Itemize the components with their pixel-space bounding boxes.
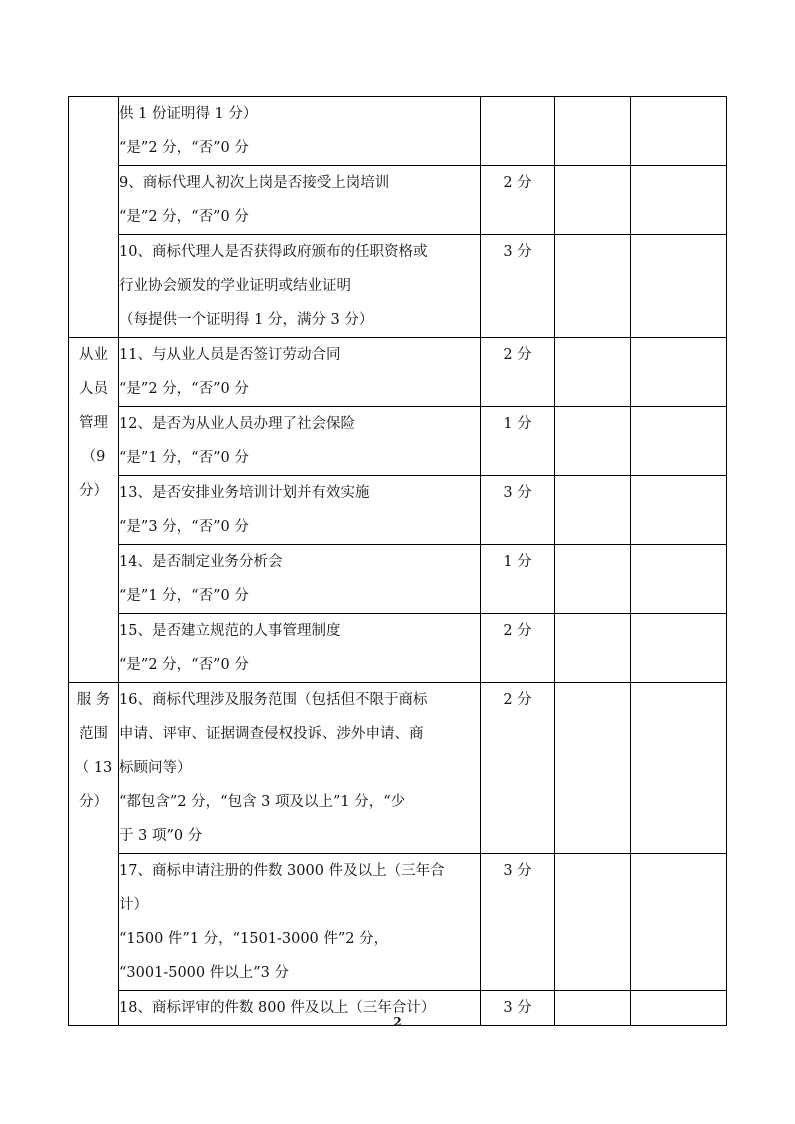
self-score-cell	[555, 97, 631, 166]
item-cell	[119, 407, 481, 476]
item-text-line: 11、与从业人员是否签订劳动合同	[119, 347, 341, 363]
item-text-line: 14、是否制定业务分析会	[119, 554, 283, 570]
item-text-line: “是”1 分，“否”0 分	[119, 588, 249, 604]
score-cell: 3 分	[481, 476, 555, 545]
table-row	[69, 545, 727, 614]
score-cell: 2 分	[481, 166, 555, 235]
score-cell: 2 分	[481, 683, 555, 854]
self-score-cell	[555, 683, 631, 854]
item-cell	[119, 476, 481, 545]
item-text-line: “是”3 分，“否”0 分	[119, 519, 249, 535]
score-cell	[481, 97, 555, 166]
review-score-cell	[631, 614, 727, 683]
item-text-line: 9、商标代理人初次上岗是否接受上岗培训	[119, 175, 390, 191]
item-text-line: “是”1 分，“否”0 分	[119, 450, 249, 466]
self-score-cell	[555, 476, 631, 545]
item-text-line: “1500 件”1 分，“1501-3000 件”2 分，	[119, 931, 389, 947]
self-score-cell	[555, 338, 631, 407]
item-text-line: 供 1 份证明得 1 分）	[119, 106, 258, 122]
category-cell-blank	[69, 97, 119, 338]
item-text-line: 13、是否安排业务培训计划并有效实施	[119, 485, 370, 501]
score-cell: 3 分	[481, 235, 555, 338]
category-label-line: （9	[81, 449, 106, 465]
category-label-line: （ 13	[74, 760, 113, 776]
item-text-line: 17、商标申请注册的件数 3000 件及以上（三年合	[119, 863, 445, 879]
item-text-line: “都包含”2 分，“包含 3 项及以上”1 分，“少	[119, 794, 406, 810]
table-row	[69, 407, 727, 476]
review-score-cell	[631, 476, 727, 545]
item-text-line: 16、商标代理涉及服务范围（包括但不限于商标	[119, 692, 428, 708]
review-score-cell	[631, 683, 727, 854]
item-text-line: 10、商标代理人是否获得政府颁布的任职资格或	[119, 244, 428, 260]
item-text-line: 于 3 项”0 分	[119, 828, 203, 844]
item-text-line: 标顾问等）	[119, 760, 192, 776]
score-cell: 2 分	[481, 614, 555, 683]
score-cell: 2 分	[481, 338, 555, 407]
score-cell: 3 分	[481, 854, 555, 991]
self-score-cell	[555, 545, 631, 614]
item-cell	[119, 338, 481, 407]
item-text-line: 申请、评审、证据调查侵权投诉、涉外申请、商	[119, 726, 424, 742]
table-row	[69, 235, 727, 338]
item-cell	[119, 235, 481, 338]
item-text-line: 计）	[119, 897, 148, 913]
table-row	[69, 338, 727, 407]
item-cell	[119, 854, 481, 991]
page-number: 2	[393, 1015, 402, 1029]
table-row	[69, 854, 727, 991]
item-text-line: 18、商标评审的件数 800 件及以上（三年合计）	[119, 1000, 436, 1016]
item-cell	[119, 683, 481, 854]
review-score-cell	[631, 235, 727, 338]
item-cell	[119, 545, 481, 614]
category-label-line: 人员	[79, 381, 108, 397]
self-score-cell	[555, 235, 631, 338]
item-cell	[119, 614, 481, 683]
item-text-line: （每提供一个证明得 1 分，满分 3 分）	[119, 312, 374, 328]
item-text-line: 12、是否为从业人员办理了社会保险	[119, 416, 355, 432]
item-cell	[119, 166, 481, 235]
item-text-line: “3001-5000 件以上”3 分	[119, 965, 289, 981]
self-score-cell	[555, 407, 631, 476]
table-row	[69, 614, 727, 683]
category-label-line: 分）	[79, 483, 108, 499]
evaluation-table	[68, 96, 727, 1026]
item-text-line: 行业协会颁发的学业证明或结业证明	[119, 278, 351, 294]
category-label-line: 从业	[79, 347, 108, 363]
review-score-cell	[631, 97, 727, 166]
item-cell	[119, 97, 481, 166]
item-text-line: 15、是否建立规范的人事管理制度	[119, 623, 341, 639]
score-cell: 3 分	[481, 991, 555, 1026]
score-cell: 1 分	[481, 545, 555, 614]
category-label-line: 分）	[79, 794, 108, 810]
table-row	[69, 166, 727, 235]
item-text-line: “是”2 分，“否”0 分	[119, 657, 249, 673]
category-label-line: 管理	[79, 415, 108, 431]
review-score-cell	[631, 338, 727, 407]
review-score-cell	[631, 545, 727, 614]
review-score-cell	[631, 407, 727, 476]
table-row	[69, 97, 727, 166]
item-text-line: “是”2 分，“否”0 分	[119, 209, 249, 225]
table-row	[69, 476, 727, 545]
category-cell	[69, 683, 119, 1026]
category-label-line: 服 务	[76, 692, 111, 708]
self-score-cell	[555, 166, 631, 235]
category-cell	[69, 338, 119, 683]
table-row	[69, 683, 727, 854]
item-text-line: “是”2 分，“否”0 分	[119, 140, 249, 156]
review-score-cell	[631, 166, 727, 235]
self-score-cell	[555, 854, 631, 991]
category-label-line: 范围	[79, 726, 108, 742]
score-cell: 1 分	[481, 407, 555, 476]
self-score-cell	[555, 614, 631, 683]
review-score-cell	[631, 854, 727, 991]
item-text-line: “是”2 分，“否”0 分	[119, 381, 249, 397]
